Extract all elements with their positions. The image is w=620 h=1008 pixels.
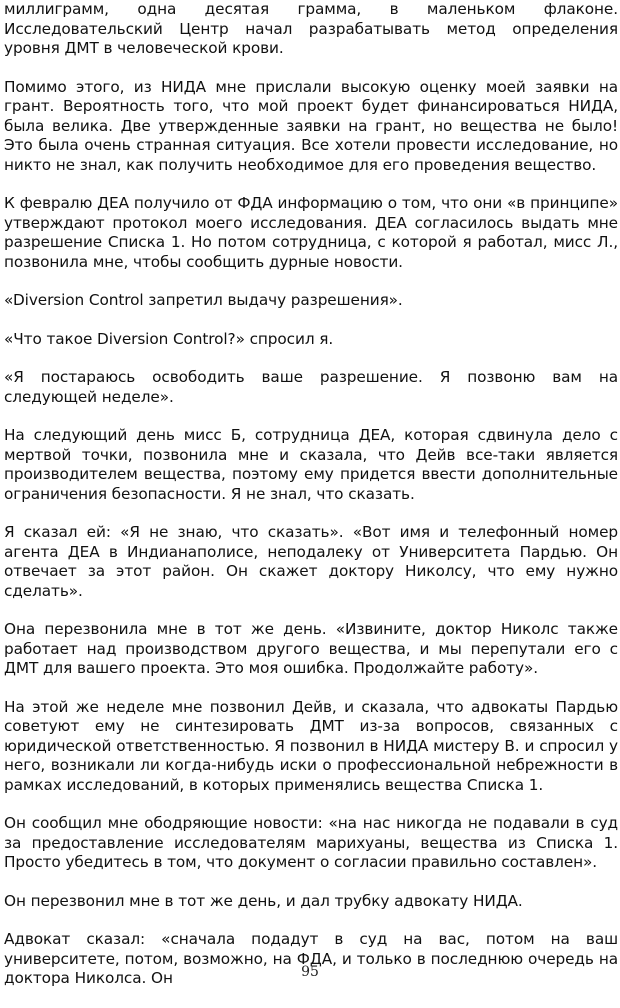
paragraph: Он перезвонил мне в тот же день, и дал трубку адвокату НИДА. (4, 891, 523, 910)
paragraph: Она перезвонила мне в тот же день. «Извините, доктор Николс также работает над производством другого вещества, и мы перепутали его с ДМТ для вашего проекта. Это моя ошибка. Продолжайте работу». (4, 620, 618, 677)
paragraph: миллиграмм, одна десятая грамма, в маленьком флаконе. Исследовательский Центр начал разрабатывать метод определения уровня ДМТ в человеческой крови. (4, 0, 618, 57)
paragraph: На этой же неделе мне позвонил Дейв, и сказала, что адвокаты Пардью советуют ему не синтезировать ДМТ из-за вопросов, связанных с юридической ответственностью. Я позвонил в НИДА мистеру В. и спросил у него, возникали ли когда-нибудь иски о профессиональной небрежности в рамках исследований, в которых применялись вещества Списка 1. (4, 697, 618, 794)
paragraph: Адвокат сказал: «сначала подадут в суд на вас, потом на ваш университете, потом, возможно, на ФДА, и только в последнюю очередь на доктора Николса. Он (4, 930, 618, 987)
paragraph: Он сообщил мне ободряющие новости: «на нас никогда не подавали в суд за предоставление исследователям марихуаны, вещества из Списка 1. Просто убедитесь в том, что документ о согласии правильно составлен». (4, 814, 618, 871)
paragraph: «Я постараюсь освободить ваше разрешение. Я позвоню вам на следующей неделе». (4, 368, 618, 406)
paragraph: Помимо этого, из НИДА мне прислали высокую оценку моей заявки на грант. Вероятность того, что мой проект будет финансироваться НИДА, была велика. Две утвержденные заявки на грант, но вещества не было! Это была очень странная ситуация. Все хотели провести исследование, но никто не знал, как получить необходимое для его проведения вещество. (4, 77, 618, 174)
paragraph: К февралю ДЕА получило от ФДА информацию о том, что они «в принципе» утверждают протокол моего исследования. ДЕА согласилось выдать мне разрешение Списка 1. Но потом сотрудница, с которой я работал, мисс Л., позвонила мне, чтобы сообщить дурные новости. (4, 194, 618, 271)
paragraph: Я сказал ей: «Я не знаю, что сказать». «Вот имя и телефонный номер агента ДЕА в Индианаполисе, неподалеку от Университета Пардью. Он отвечает за этот район. Он скажет доктору Николсу, что ему нужно сделать». (4, 523, 618, 600)
page-number: 95 (301, 964, 319, 980)
page-body (4, 0, 618, 1008)
paragraph: На следующий день мисс Б, сотрудница ДЕА, которая сдвинула дело с мертвой точки, позвонила мне и сказала, что Дейв все-таки является производителем вещества, поэтому ему придется ввести дополнительные ограничения безопасности. Я не знал, что сказать. (4, 426, 618, 503)
paragraph: «Diversion Control запретил выдачу разрешения». (4, 291, 403, 309)
paragraph: «Что такое Diversion Control?» спросил я. (4, 329, 334, 348)
